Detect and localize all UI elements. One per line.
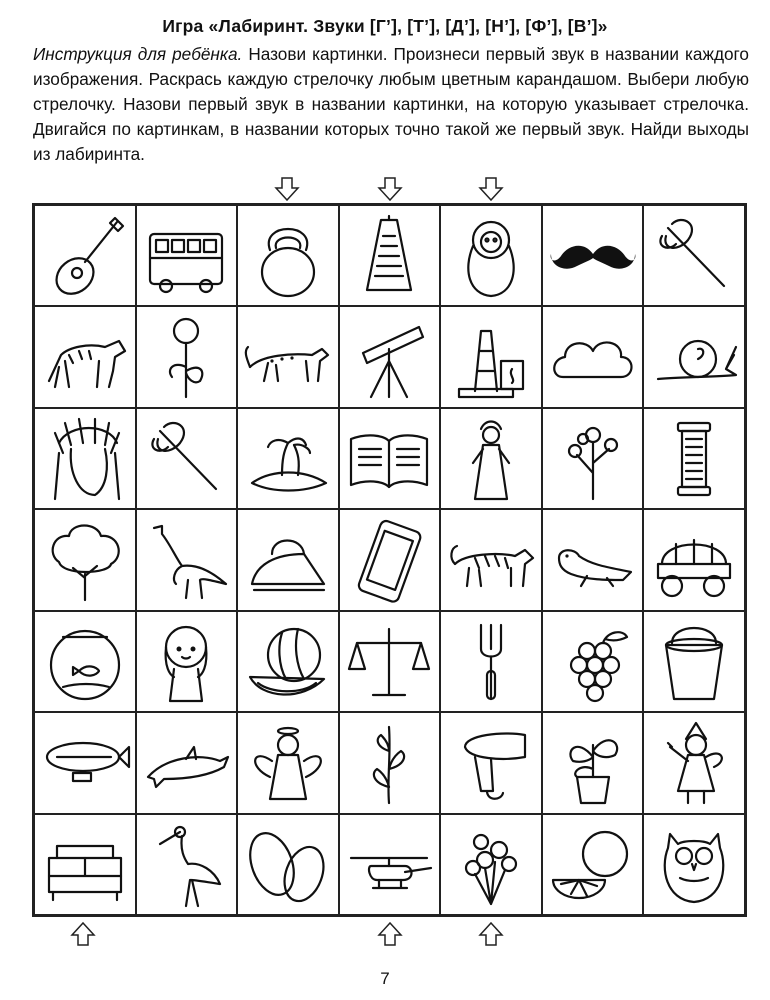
maze-cell[interactable] — [237, 712, 339, 813]
island-icon — [242, 413, 334, 505]
maze-cell[interactable] — [339, 408, 441, 509]
hyena-icon — [39, 311, 131, 403]
maze-cell[interactable] — [136, 611, 238, 712]
instruction-paragraph — [33, 42, 749, 167]
grater-icon — [343, 210, 435, 302]
maze-cell[interactable] — [440, 712, 542, 813]
maze-cell[interactable] — [136, 205, 238, 306]
telescope-icon — [343, 311, 435, 403]
maze-cell[interactable] — [643, 408, 745, 509]
grapes-icon — [547, 615, 639, 707]
maze-cell[interactable] — [643, 611, 745, 712]
maze-cell[interactable] — [339, 814, 441, 915]
iron-icon — [242, 514, 334, 606]
tiger-icon — [445, 514, 537, 606]
cloud-icon — [547, 311, 639, 403]
wagon-icon — [648, 514, 740, 606]
labyrinth-grid — [32, 203, 747, 917]
maze-cell[interactable] — [339, 611, 441, 712]
arrow-up-icon[interactable] — [377, 921, 403, 947]
maze-cell[interactable] — [34, 712, 136, 813]
page-number: 7 — [380, 969, 390, 988]
guitar-icon — [39, 210, 131, 302]
girl-icon — [140, 615, 232, 707]
maze-cell[interactable] — [136, 408, 238, 509]
fishbowl-icon — [39, 615, 131, 707]
dinosaur-icon — [140, 514, 232, 606]
cheetah-icon — [242, 311, 334, 403]
maze-cell[interactable] — [136, 712, 238, 813]
maze-cell[interactable] — [542, 814, 644, 915]
helicopter-icon — [343, 818, 435, 910]
maze-cell[interactable] — [542, 509, 644, 610]
oil-rig-icon — [445, 311, 537, 403]
maze-cell[interactable] — [643, 712, 745, 813]
arrow-down-icon[interactable] — [377, 176, 403, 202]
stork-icon — [140, 818, 232, 910]
instruction-text: Назови картинки. Произнеси первый звук в названии каждого изображения. Раскрась каждую стрелочку любым цветным карандашом. Выбери любую стрелочку. Назови первый звук в названии картинки, на которую указывает стрелочка. Двигайся по картинкам, в названии которых точно такой же первый звук. Найди выходы из лабиринта. — [33, 44, 749, 164]
maze-cell[interactable] — [643, 509, 745, 610]
maze-cell[interactable] — [136, 814, 238, 915]
arrow-up-icon[interactable] — [70, 921, 96, 947]
page-title: Игра «Лабиринт. Звуки [Г’], [Т’], [Д’], [Н’], [Ф’], [В’]» — [162, 16, 608, 36]
angel-icon — [242, 717, 334, 809]
bucket-icon — [648, 615, 740, 707]
kettlebell-icon — [242, 210, 334, 302]
maze-cell[interactable] — [34, 814, 136, 915]
maze-cell[interactable] — [440, 408, 542, 509]
maze-cell[interactable] — [542, 205, 644, 306]
needle-icon — [140, 413, 232, 505]
instruction-label: Инструкция для ребёнка. — [33, 44, 243, 64]
maze-cell[interactable] — [440, 509, 542, 610]
twig-icon — [343, 717, 435, 809]
maze-cell[interactable] — [643, 814, 745, 915]
arrow-up-icon[interactable] — [478, 921, 504, 947]
owl-icon — [648, 818, 740, 910]
maze-cell[interactable] — [440, 814, 542, 915]
indian-chief-icon — [39, 413, 131, 505]
maze-cell[interactable] — [237, 611, 339, 712]
nymph-icon — [445, 413, 537, 505]
maze-cell[interactable] — [237, 509, 339, 610]
bus-icon — [140, 210, 232, 302]
maze-cell[interactable] — [34, 205, 136, 306]
arrow-down-icon[interactable] — [274, 176, 300, 202]
maze-cell[interactable] — [136, 509, 238, 610]
bouquet-icon — [445, 818, 537, 910]
fork-icon — [445, 615, 537, 707]
sofa-icon — [39, 818, 131, 910]
branch-blossom-icon — [547, 413, 639, 505]
snail-icon — [648, 311, 740, 403]
arrow-down-icon[interactable] — [478, 176, 504, 202]
maze-cell[interactable] — [237, 306, 339, 407]
maze-cell[interactable] — [339, 509, 441, 610]
mustache-icon — [547, 210, 639, 302]
flower-icon — [140, 311, 232, 403]
orange-icon — [547, 818, 639, 910]
airship-icon — [39, 717, 131, 809]
dolphin-icon — [140, 717, 232, 809]
maze-cell[interactable] — [339, 205, 441, 306]
maze-cell[interactable] — [34, 509, 136, 610]
maze-cell[interactable] — [34, 408, 136, 509]
maze-cell[interactable] — [34, 306, 136, 407]
phone-icon — [343, 514, 435, 606]
maze-cell[interactable] — [542, 408, 644, 509]
maze-cell[interactable] — [339, 712, 441, 813]
maze-cell[interactable] — [643, 306, 745, 407]
maze-cell[interactable] — [643, 205, 745, 306]
book-icon — [343, 413, 435, 505]
maze-cell[interactable] — [542, 611, 644, 712]
maze-cell[interactable] — [34, 611, 136, 712]
maze-cell[interactable] — [542, 306, 644, 407]
watermelon-icon — [242, 615, 334, 707]
maze-cell[interactable] — [136, 306, 238, 407]
maze-cell[interactable] — [237, 408, 339, 509]
tree-icon — [39, 514, 131, 606]
houseplant-icon — [547, 717, 639, 809]
maze-cell[interactable] — [237, 205, 339, 306]
maze-cell[interactable] — [339, 306, 441, 407]
maze-cell[interactable] — [440, 611, 542, 712]
hairdryer-icon — [445, 717, 537, 809]
papaya-icon — [242, 818, 334, 910]
thread-spool-icon — [648, 413, 740, 505]
maze-cell[interactable] — [237, 814, 339, 915]
maze-cell[interactable] — [440, 205, 542, 306]
fairy-icon — [648, 717, 740, 809]
maze-cell[interactable] — [542, 712, 644, 813]
matryoshka-icon — [445, 210, 537, 302]
needle-icon — [648, 210, 740, 302]
seal-icon — [547, 514, 639, 606]
maze-cell[interactable] — [440, 306, 542, 407]
scales-icon — [343, 615, 435, 707]
